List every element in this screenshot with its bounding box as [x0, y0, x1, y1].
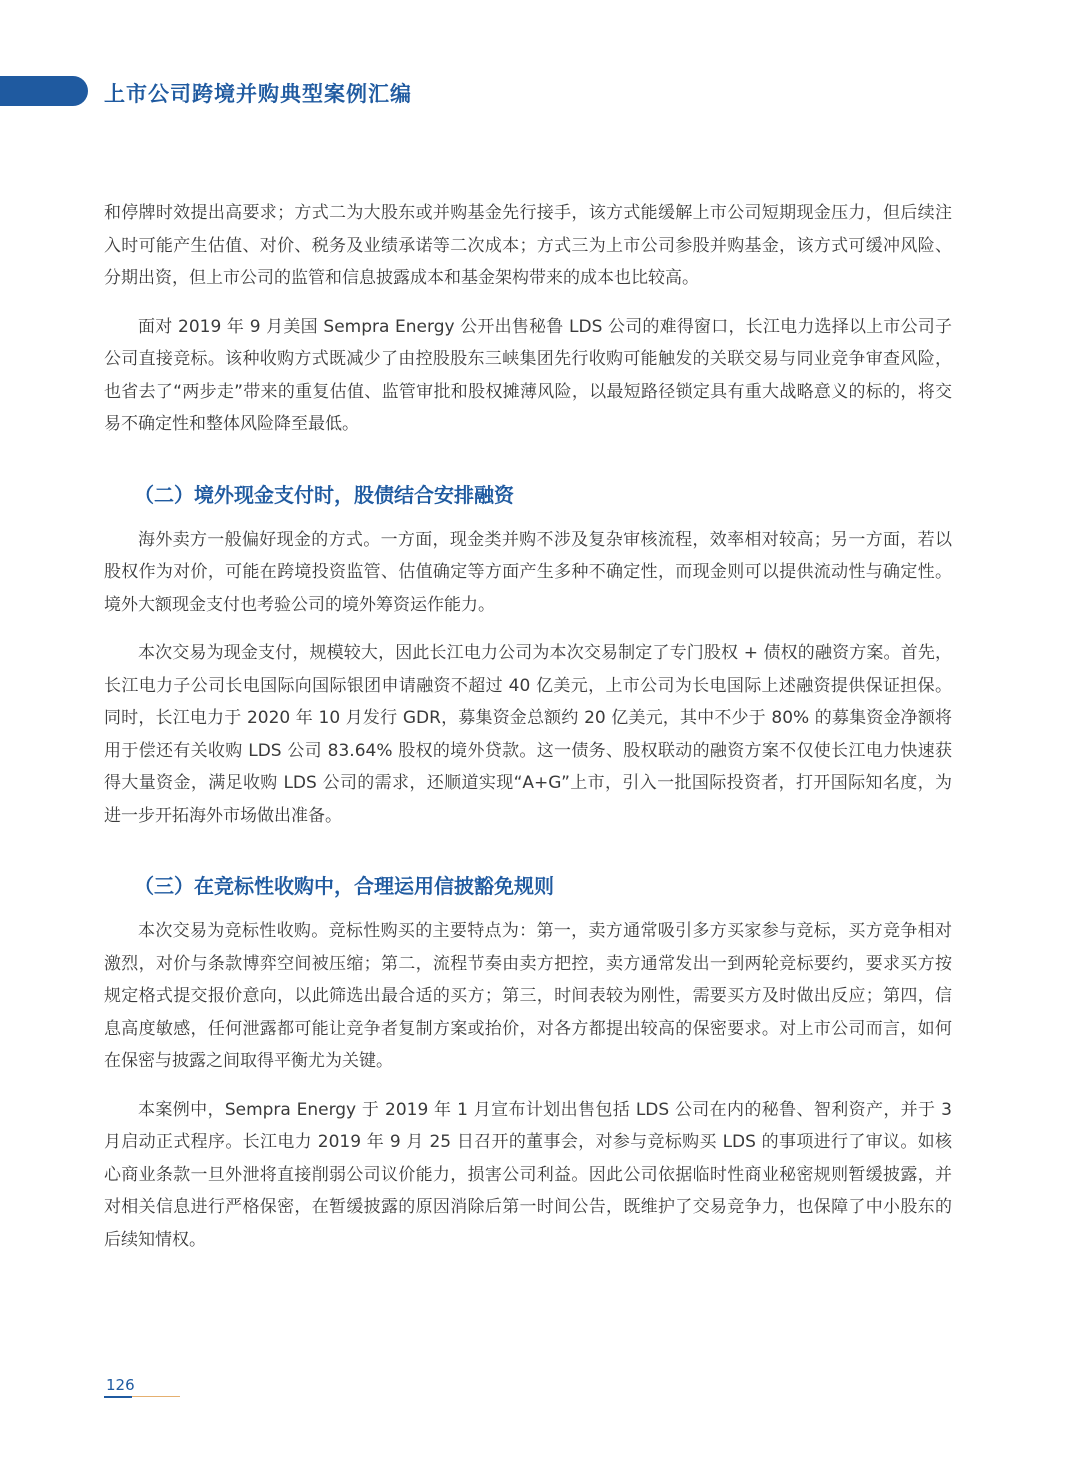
page-number-rule — [132, 1396, 180, 1397]
paragraph-1: 和停牌时效提出高要求；方式二为大股东或并购基金先行接手，该方式能缓解上市公司短期现金压力，但后续注入时可能产生估值、对价、税务及业绩承诺等二次成本；方式三为上市公司参股并购基金，该方式可缓冲风险、分期出资，但上市公司的监管和信息披露成本和基金架构带来的成本也比较高。 — [104, 203, 952, 288]
section-heading-3: （三）在竞标性收购中，合理运用信披豁免规则 — [134, 874, 554, 898]
paragraph-2: 面对 2019 年 9 月美国 Sempra Energy 公开出售秘鲁 LDS 公司的难得窗口，长江电力选择以上市公司子公司直接竞标。该种收购方式既减少了由控股股东三峡集团先行收购可能触发的关联交易与同业竞争审查风险，也省去了“两步走”带来的重复估值、监管审批和股权摊薄风险，以最短路径锁定具有重大战略意义的标的，将交易不确定性和整体风险降至最低。 — [104, 316, 952, 434]
page-number-underline — [104, 1396, 132, 1398]
paragraph-4: 本次交易为现金支付，规模较大，因此长江电力公司为本次交易制定了专门股权 + 债权的融资方案。首先，长江电力子公司长电国际向国际银团申请融资不超过 40 亿美元，上市公司为长电国际上述融资提供保证担保。同时，长江电力于 2020 年 10 月发行 GDR，募集资金总额约 20 亿美元，其中不少于 80% 的募集资金净额将用于偿还有关收购 LDS 公司 83.64% 股权的境外贷款。这一债务、股权联动的融资方案不仅使长江电力快速获得大量资金，满足收购 LDS 公司的需求，还顺道实现“A+G”上市，引入一批国际投资者，打开国际知名度，为进一步开拓海外市场做出准备。 — [104, 643, 952, 826]
paragraph-3: 海外卖方一般偏好现金的方式。一方面，现金类并购不涉及复杂审核流程，效率相对较高；另一方面，若以股权作为对价，可能在跨境投资监管、估值确定等方面产生多种不确定性，而现金则可以提供流动性与确定性。境外大额现金支付也考验公司的境外筹资运作能力。 — [104, 529, 952, 615]
page-header-title: 上市公司跨境并购典型案例汇编 — [104, 82, 412, 106]
section-heading-2: （二）境外现金支付时，股债结合安排融资 — [134, 482, 514, 507]
page-number: 126 — [106, 1376, 135, 1394]
header-accent-bar — [0, 76, 88, 106]
page-body — [104, 197, 952, 1256]
paragraph-5: 本次交易为竞标性收购。竞标性购买的主要特点为：第一，卖方通常吸引多方买家参与竞标，买方竞争相对激烈，对价与条款博弈空间被压缩；第二，流程节奏由卖方把控，卖方通常发出一到两轮竞标要约，要求买方按规定格式提交报价意向，以此筛选出最合适的买方；第三，时间表较为刚性，需要买方及时做出反应；第四，信息高度敏感，任何泄露都可能让竞争者复制方案或抬价，对各方都提出较高的保密要求。对上市公司而言，如何在保密与披露之间取得平衡尤为关键。 — [104, 921, 952, 1071]
paragraph-6: 本案例中，Sempra Energy 于 2019 年 1 月宣布计划出售包括 LDS 公司在内的秘鲁、智利资产，并于 3 月启动正式程序。长江电力 2019 年 9 月 25 日召开的董事会，对参与竞标购买 LDS 的事项进行了审议。如核心商业条款一旦外泄将直接削弱公司议价能力，损害公司利益。因此公司依据临时性商业秘密规则暂缓披露，并对相关信息进行严格保密，在暂缓披露的原因消除后第一时间公告，既维护了交易竞争力，也保障了中小股东的后续知情权。 — [104, 1099, 952, 1250]
